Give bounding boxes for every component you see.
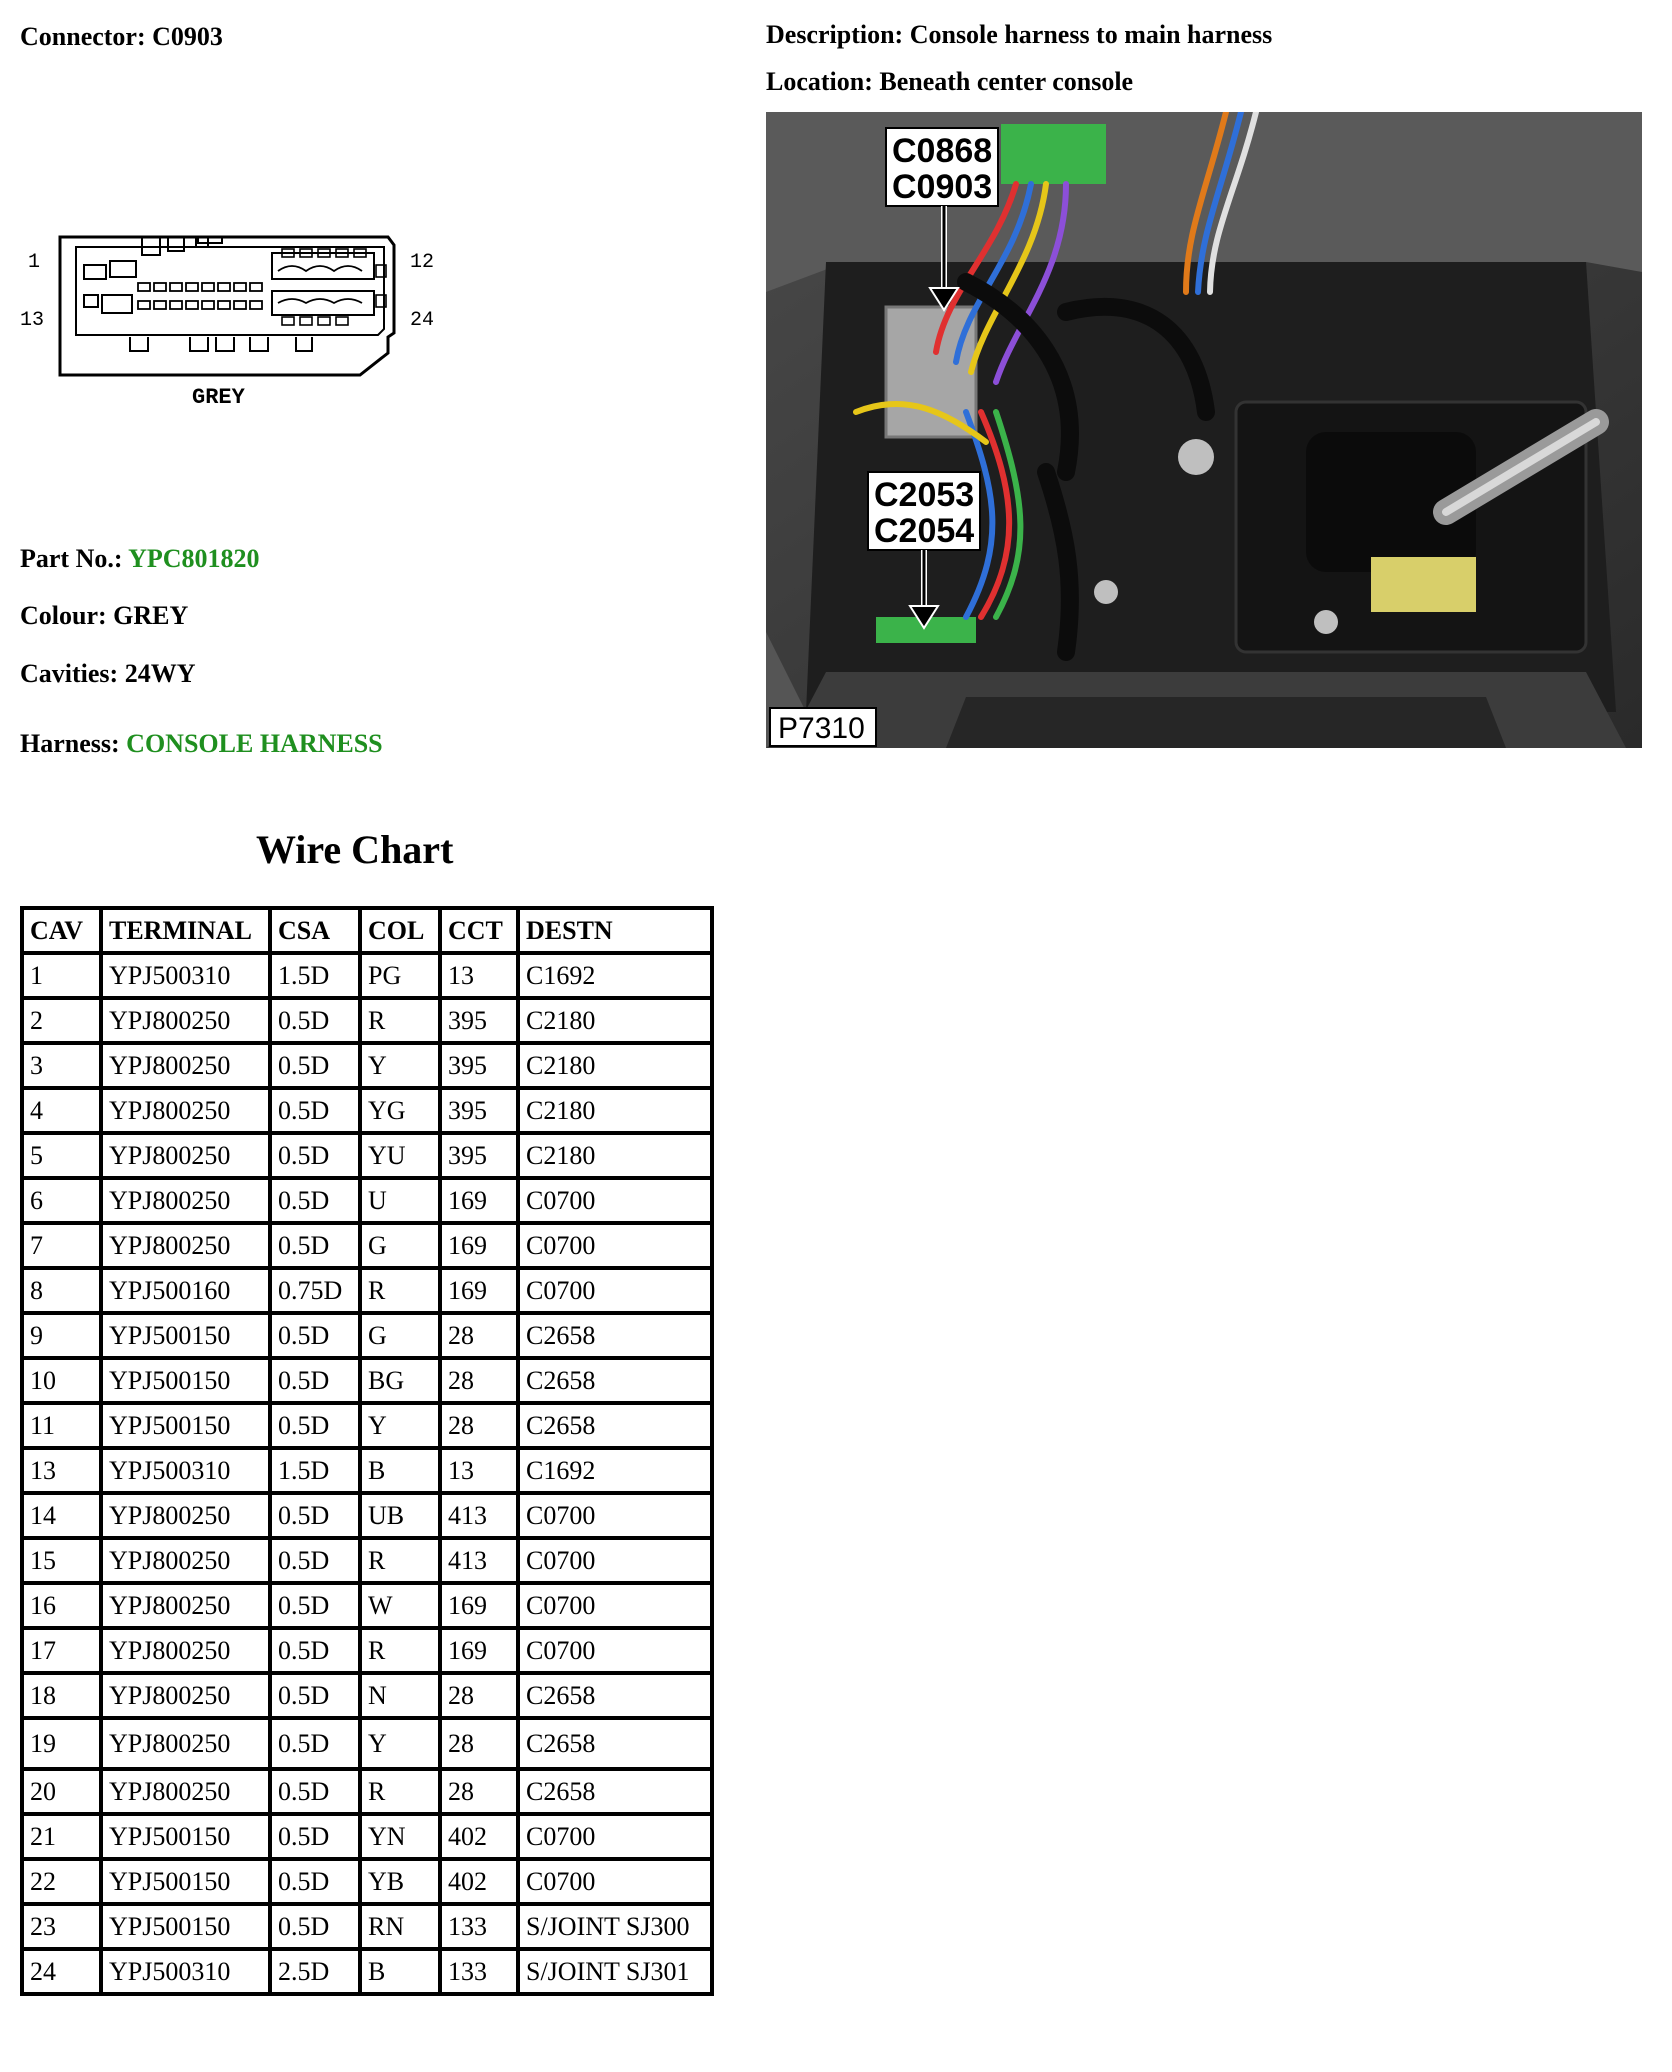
cell-destn: C1692: [520, 955, 710, 996]
cell-terminal: YPJ500310: [103, 1951, 268, 1992]
cell-csa: 0.5D: [272, 1540, 358, 1581]
cell-destn: C2658: [520, 1360, 710, 1401]
cell-col: R: [362, 1771, 438, 1812]
header-cct: CCT: [442, 910, 516, 951]
cell-csa: 2.5D: [272, 1951, 358, 1992]
cell-cct: 169: [442, 1270, 516, 1311]
cell-terminal: YPJ500150: [103, 1816, 268, 1857]
cell-col: U: [362, 1180, 438, 1221]
cell-csa: 0.5D: [272, 1360, 358, 1401]
table-row: [24, 1630, 710, 1671]
cell-cav: 23: [24, 1906, 99, 1947]
cell-csa: 0.5D: [272, 1045, 358, 1086]
cell-cav: 24: [24, 1951, 99, 1992]
cell-destn: C2180: [520, 1090, 710, 1131]
cell-terminal: YPJ800250: [103, 1720, 268, 1767]
cell-cct: 13: [442, 1450, 516, 1491]
pin-label-24: 24: [410, 309, 435, 332]
cell-cct: 395: [442, 1090, 516, 1131]
pin-label-12: 12: [410, 251, 435, 274]
cell-destn: C2180: [520, 1045, 710, 1086]
table-row: [24, 1771, 710, 1812]
callout-c2053: C2053: [874, 476, 975, 514]
wire-chart-title: Wire Chart: [256, 827, 454, 872]
cavities-label: Cavities:: [20, 659, 119, 688]
cell-terminal: YPJ500150: [103, 1861, 268, 1902]
cell-terminal: YPJ500150: [103, 1315, 268, 1356]
connector-colour-text: GREY: [192, 385, 245, 410]
cell-col: B: [362, 1450, 438, 1491]
cell-destn: C0700: [520, 1495, 710, 1536]
cell-terminal: YPJ800250: [103, 1495, 268, 1536]
colour-value: GREY: [113, 601, 189, 630]
cell-destn: C2180: [520, 1135, 710, 1176]
cell-csa: 1.5D: [272, 955, 358, 996]
cell-col: Y: [362, 1720, 438, 1767]
cell-cav: 14: [24, 1495, 99, 1536]
cell-csa: 0.5D: [272, 1495, 358, 1536]
table-row: [24, 955, 710, 996]
cell-terminal: YPJ500150: [103, 1906, 268, 1947]
cell-cav: 11: [24, 1405, 99, 1446]
cell-col: R: [362, 1270, 438, 1311]
cell-cav: 18: [24, 1675, 99, 1716]
header-col: COL: [362, 910, 438, 951]
table-row: [24, 1225, 710, 1266]
connector-diagram: [20, 225, 460, 420]
cell-destn: C2658: [520, 1405, 710, 1446]
wire-chart-table: [20, 906, 714, 1996]
cell-destn: C0700: [520, 1180, 710, 1221]
cell-col: YB: [362, 1861, 438, 1902]
cell-cct: 28: [442, 1771, 516, 1812]
table-row: [24, 1540, 710, 1581]
cell-col: R: [362, 1540, 438, 1581]
cell-destn: C2658: [520, 1675, 710, 1716]
header-terminal: TERMINAL: [103, 910, 268, 951]
cell-destn: C2658: [520, 1771, 710, 1812]
cell-cav: 2: [24, 1000, 99, 1041]
cell-csa: 0.5D: [272, 1906, 358, 1947]
cell-col: YU: [362, 1135, 438, 1176]
cell-terminal: YPJ800250: [103, 1540, 268, 1581]
cell-cct: 13: [442, 955, 516, 996]
table-row: [24, 1315, 710, 1356]
cell-terminal: YPJ500310: [103, 1450, 268, 1491]
cell-destn: C0700: [520, 1816, 710, 1857]
cell-col: G: [362, 1225, 438, 1266]
cell-cct: 169: [442, 1630, 516, 1671]
cell-cct: 402: [442, 1861, 516, 1902]
cell-csa: 0.75D: [272, 1270, 358, 1311]
table-row: [24, 1675, 710, 1716]
cell-cav: 4: [24, 1090, 99, 1131]
table-row: [24, 1861, 710, 1902]
colour-field: [20, 601, 188, 631]
table-row: [24, 1450, 710, 1491]
header-destn: DESTN: [520, 910, 710, 951]
cell-cav: 20: [24, 1771, 99, 1812]
cell-cct: 133: [442, 1951, 516, 1992]
table-row: [24, 1270, 710, 1311]
cell-cct: 28: [442, 1405, 516, 1446]
cell-col: BG: [362, 1360, 438, 1401]
cell-destn: C2658: [520, 1315, 710, 1356]
cell-terminal: YPJ800250: [103, 1045, 268, 1086]
cell-csa: 0.5D: [272, 1315, 358, 1356]
cell-destn: C0700: [520, 1861, 710, 1902]
cell-col: B: [362, 1951, 438, 1992]
header-cav: CAV: [24, 910, 99, 951]
callout-c2054: C2054: [874, 512, 975, 550]
cell-csa: 0.5D: [272, 1135, 358, 1176]
cell-csa: 0.5D: [272, 1180, 358, 1221]
cell-cav: 3: [24, 1045, 99, 1086]
cell-destn: C0700: [520, 1270, 710, 1311]
cell-terminal: YPJ500150: [103, 1360, 268, 1401]
cell-destn: C0700: [520, 1540, 710, 1581]
cell-csa: 0.5D: [272, 1585, 358, 1626]
figure-id: P7310: [778, 712, 865, 745]
table-row: [24, 1951, 710, 1992]
cell-terminal: YPJ500310: [103, 955, 268, 996]
cell-col: W: [362, 1585, 438, 1626]
table-row: [24, 1180, 710, 1221]
cell-cct: 28: [442, 1360, 516, 1401]
cell-csa: 1.5D: [272, 1450, 358, 1491]
cell-terminal: YPJ800250: [103, 1180, 268, 1221]
location-value: Beneath center console: [879, 67, 1134, 96]
description-field: [766, 20, 1272, 50]
cell-cct: 169: [442, 1180, 516, 1221]
connector-field: [20, 22, 223, 52]
cell-col: Y: [362, 1405, 438, 1446]
cell-col: Y: [362, 1045, 438, 1086]
cell-destn: C0700: [520, 1585, 710, 1626]
cell-terminal: YPJ500160: [103, 1270, 268, 1311]
cell-terminal: YPJ800250: [103, 1000, 268, 1041]
cavities-value: 24WY: [124, 659, 196, 688]
cell-col: PG: [362, 955, 438, 996]
cell-terminal: YPJ800250: [103, 1090, 268, 1131]
cell-cav: 7: [24, 1225, 99, 1266]
wire-chart-body: [24, 955, 710, 1992]
description-value: Console harness to main harness: [909, 20, 1273, 49]
harness-field: [20, 729, 383, 759]
cell-destn: C1692: [520, 1450, 710, 1491]
header-csa: CSA: [272, 910, 358, 951]
cell-cav: 8: [24, 1270, 99, 1311]
cell-col: YN: [362, 1816, 438, 1857]
cell-destn: C2180: [520, 1000, 710, 1041]
cavities-field: [20, 659, 195, 689]
description-label: Description:: [766, 20, 904, 49]
cell-terminal: YPJ500150: [103, 1405, 268, 1446]
table-row: [24, 1906, 710, 1947]
connector-value: C0903: [152, 22, 223, 51]
cell-cct: 133: [442, 1906, 516, 1947]
cell-cct: 402: [442, 1816, 516, 1857]
cell-cav: 17: [24, 1630, 99, 1671]
cell-destn: C0700: [520, 1225, 710, 1266]
cell-cct: 28: [442, 1675, 516, 1716]
cell-cav: 21: [24, 1816, 99, 1857]
cell-col: UB: [362, 1495, 438, 1536]
cell-cav: 10: [24, 1360, 99, 1401]
cell-cct: 395: [442, 1000, 516, 1041]
pin-label-1: 1: [28, 251, 41, 274]
cell-cct: 28: [442, 1720, 516, 1767]
cell-cav: 5: [24, 1135, 99, 1176]
harness-label: Harness:: [20, 729, 120, 758]
cell-cav: 1: [24, 955, 99, 996]
harness-link[interactable]: CONSOLE HARNESS: [126, 729, 383, 758]
table-row: [24, 1585, 710, 1626]
cell-csa: 0.5D: [272, 1000, 358, 1041]
cell-cav: 6: [24, 1180, 99, 1221]
cell-cav: 19: [24, 1720, 99, 1767]
cell-cct: 413: [442, 1540, 516, 1581]
table-row: [24, 1720, 710, 1767]
cell-destn: C2658: [520, 1720, 710, 1767]
cell-cav: 9: [24, 1315, 99, 1356]
table-row: [24, 1495, 710, 1536]
cell-cct: 395: [442, 1045, 516, 1086]
cell-col: YG: [362, 1090, 438, 1131]
table-row: [24, 1045, 710, 1086]
table-row: [24, 1000, 710, 1041]
table-row: [24, 1816, 710, 1857]
cell-csa: 0.5D: [272, 1405, 358, 1446]
cell-destn: S/JOINT SJ300: [520, 1906, 710, 1947]
cell-cav: 13: [24, 1450, 99, 1491]
cell-csa: 0.5D: [272, 1090, 358, 1131]
cell-cct: 28: [442, 1315, 516, 1356]
cell-cav: 16: [24, 1585, 99, 1626]
cell-terminal: YPJ800250: [103, 1675, 268, 1716]
connector-location-photo: [766, 112, 1642, 748]
cell-cct: 169: [442, 1585, 516, 1626]
cell-destn: S/JOINT SJ301: [520, 1951, 710, 1992]
cell-csa: 0.5D: [272, 1675, 358, 1716]
cell-csa: 0.5D: [272, 1771, 358, 1812]
colour-label: Colour:: [20, 601, 107, 630]
cell-col: G: [362, 1315, 438, 1356]
cell-terminal: YPJ800250: [103, 1135, 268, 1176]
cell-terminal: YPJ800250: [103, 1771, 268, 1812]
callout-c0868: C0868: [892, 132, 993, 170]
cell-destn: C0700: [520, 1630, 710, 1671]
cell-col: R: [362, 1630, 438, 1671]
cell-csa: 0.5D: [272, 1225, 358, 1266]
cell-col: RN: [362, 1906, 438, 1947]
cell-cav: 15: [24, 1540, 99, 1581]
cell-terminal: YPJ800250: [103, 1585, 268, 1626]
table-row: [24, 1360, 710, 1401]
cell-cav: 22: [24, 1861, 99, 1902]
cell-csa: 0.5D: [272, 1630, 358, 1671]
location-label: Location:: [766, 67, 873, 96]
part-no-label: Part No.:: [20, 544, 123, 573]
table-row: [24, 1405, 710, 1446]
cell-cct: 395: [442, 1135, 516, 1176]
part-no-link[interactable]: YPC801820: [128, 544, 260, 573]
cell-terminal: YPJ800250: [103, 1225, 268, 1266]
cell-csa: 0.5D: [272, 1816, 358, 1857]
cell-terminal: YPJ800250: [103, 1630, 268, 1671]
table-row: [24, 1135, 710, 1176]
cell-cct: 413: [442, 1495, 516, 1536]
cell-cct: 169: [442, 1225, 516, 1266]
cell-csa: 0.5D: [272, 1861, 358, 1902]
cell-col: R: [362, 1000, 438, 1041]
callout-c0903: C0903: [892, 168, 993, 206]
location-field: [766, 67, 1133, 97]
pin-label-13: 13: [20, 309, 45, 332]
connector-label: Connector:: [20, 22, 146, 51]
part-no-field: [20, 544, 260, 574]
table-row: [24, 1090, 710, 1131]
cell-csa: 0.5D: [272, 1720, 358, 1767]
table-header-row: [24, 910, 710, 951]
cell-col: N: [362, 1675, 438, 1716]
